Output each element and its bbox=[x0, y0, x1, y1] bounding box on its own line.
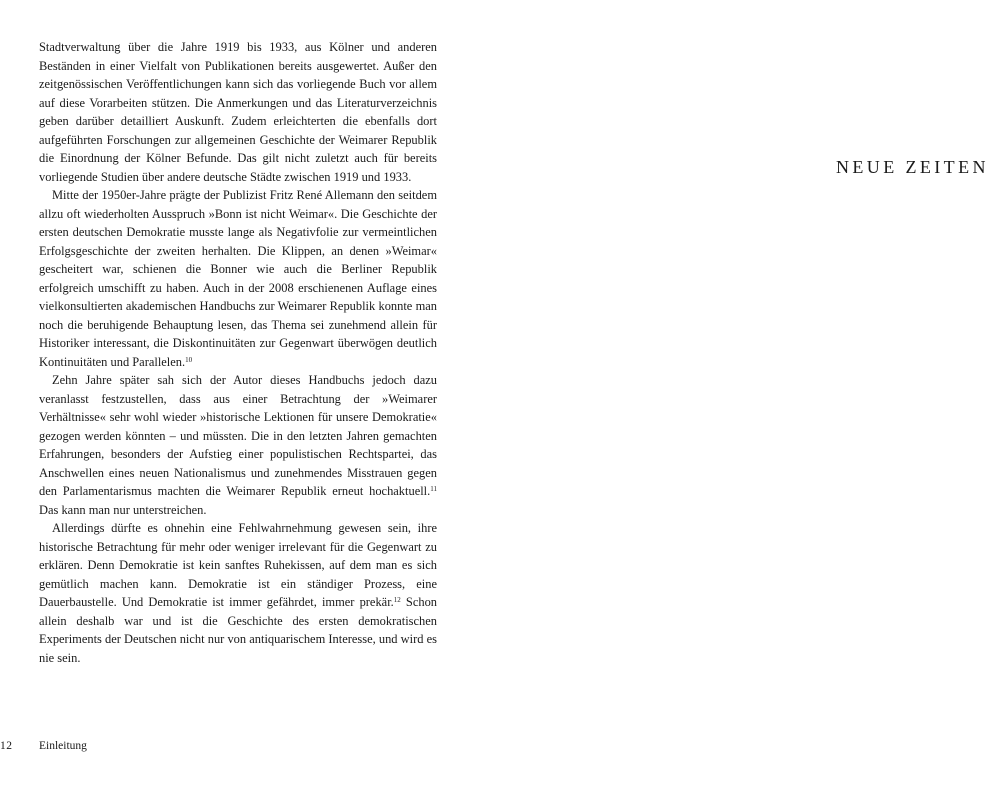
paragraph-2-text: Mitte der 1950er-Jahre prägte der Publizist Fritz René Allemann den seitdem allzu oft wiederholten Ausspruch »Bonn ist nicht Weimar«. Die Geschichte der ersten deutschen Demokratie musste lange als Negativfolie zur vermeintlichen Erfolgsgeschichte der zweiten herhalten. Die Klippen, an denen »Weimar« gescheitert war, schienen die Bonner wie auch die Berliner Republik erfolgreich umschifft zu haben. Auch in der 2008 erschienenen Auflage eines vielkonsultierten akademischen Handbuchs zur Weimarer Republik konnte man noch die beruhigende Behauptung lesen, das Thema sei zunehmend allein für Historiker interessant, die Diskontinuitäten zur Gegenwart überwögen deutlich Kontinuitäten und Parallelen. bbox=[39, 188, 437, 369]
paragraph-2 bbox=[39, 186, 437, 371]
running-head: Einleitung bbox=[39, 740, 87, 752]
page-number: 12 bbox=[0, 740, 13, 752]
body-text bbox=[39, 38, 437, 667]
paragraph-3 bbox=[39, 371, 437, 519]
paragraph-3-tail: Das kann man nur unterstreichen. bbox=[39, 502, 207, 517]
footnote-marker-12: 12 bbox=[393, 596, 401, 604]
chapter-title: NEUE ZEITEN bbox=[836, 157, 989, 177]
footnote-marker-10: 10 bbox=[185, 355, 193, 364]
paragraph-3-text: Zehn Jahre später sah sich der Autor dieses Handbuchs jedoch dazu veranlasst festzustellen, dass aus einer Betrachtung der »Weimarer Verhältnisse« sehr wohl wieder »historische Lektionen für unsere Demokratie« gezogen werden könnten – und müssten. Die in den letzten Jahren gemachten Erfahrungen, besonders der Aufstieg einer populistischen Rechtspartei, das Anschwellen eines neuen Nationalismus und zunehmendes Misstrauen gegen den Parlamentarismus machten die Weimarer Republik erneut hochaktuell. bbox=[39, 373, 437, 498]
paragraph-1 bbox=[39, 38, 437, 186]
footnote-marker-11: 11 bbox=[430, 485, 437, 493]
paragraph-1-text: Stadtverwaltung über die Jahre 1919 bis 1933, aus Kölner und anderen Beständen in einer Vielfalt von Publikationen bereits ausgewertet. Außer den zeitgenössischen Veröffentlichungen kann sich das vorliegende Buch vor allem auf diese Vorarbeiten stützen. Die Anmerkungen und das Literaturverzeichnis geben darüber detailliert Auskunft. Zudem erleichterten die ebenfalls dort aufgeführten Forschungen zur allgemeinen Geschichte der Weimarer Republik die Einordnung der Kölner Befunde. Das gilt nicht zuletzt auch für bereits vorliegende Studien über andere deutsche Städte zwischen 1919 und 1933. bbox=[39, 40, 437, 184]
paragraph-4-tail: Schon allein deshalb war und ist die Geschichte des ersten demokratischen Experiments der Deutschen nicht nur von antiquarischem Interesse, und wird es nie sein. bbox=[39, 595, 438, 665]
right-page bbox=[500, 0, 1000, 800]
paragraph-4 bbox=[39, 519, 437, 667]
paragraph-4-text: Allerdings dürfte es ohnehin eine Fehlwahrnehmung gewesen sein, ihre historische Betrachtung für mehr oder weniger irrelevant für die Gegenwart zu erklären. Denn Demokratie ist kein sanftes Ruhekissen, auf dem man es sich gemütlich machen kann. Demokratie ist ein ständiger Prozess, eine Dauerbaustelle. Und Demokratie ist immer gefährdet, immer prekär. bbox=[39, 521, 437, 609]
